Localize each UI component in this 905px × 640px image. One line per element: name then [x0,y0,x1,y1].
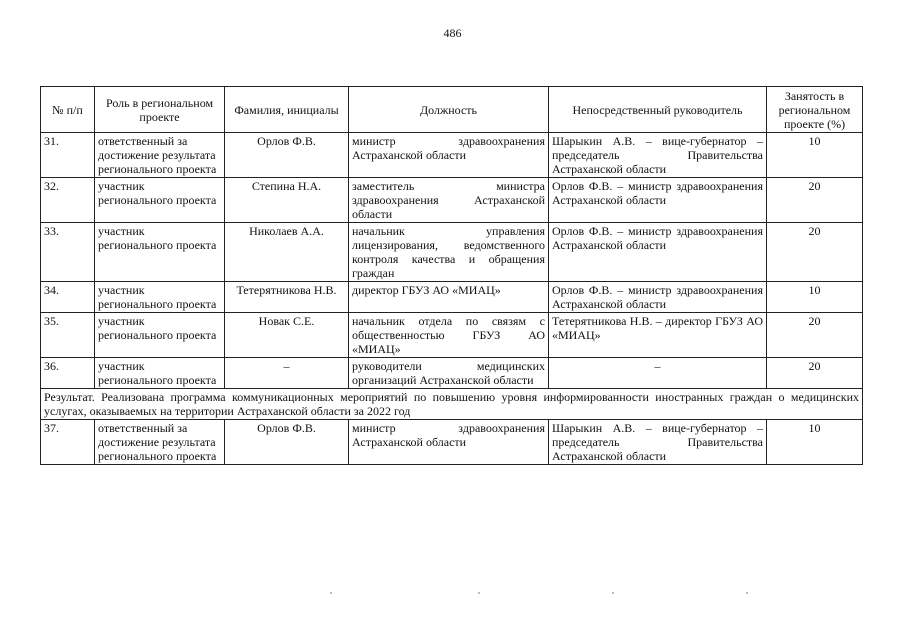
row-position: начальник управления лицензирования, ведомственного контроля качества и обращения граждан [349,223,549,282]
row-role: участник регионального проекта [95,282,225,313]
scan-dot [330,592,332,594]
result-row [41,389,863,420]
header-position: Должность [349,87,549,133]
row-number: 32. [41,178,95,223]
row-name: Новак С.Е. [225,313,349,358]
row-position: министр здравоохранения Астраханской области [349,133,549,178]
row-name: – [225,358,349,389]
row-number: 31. [41,133,95,178]
row-position: начальник отдела по связям с общественностью ГБУЗ АО «МИАЦ» [349,313,549,358]
row-load: 20 [767,358,863,389]
row-load: 20 [767,223,863,282]
row-name: Орлов Ф.В. [225,420,349,465]
row-position: заместитель министра здравоохранения Астраханской области [349,178,549,223]
row-role: участник регионального проекта [95,358,225,389]
table-row [41,358,863,389]
row-name: Тетерятникова Н.В. [225,282,349,313]
row-position: министр здравоохранения Астраханской области [349,420,549,465]
row-position: директор ГБУЗ АО «МИАЦ» [349,282,549,313]
row-number: 36. [41,358,95,389]
row-load: 20 [767,313,863,358]
row-load: 10 [767,282,863,313]
row-load: 20 [767,178,863,223]
scan-dot [478,592,480,594]
row-supervisor: – [549,358,767,389]
row-name: Орлов Ф.В. [225,133,349,178]
header-name: Фамилия, инициалы [225,87,349,133]
row-name: Николаев А.А. [225,223,349,282]
row-number: 37. [41,420,95,465]
row-supervisor: Орлов Ф.В. – министр здравоохранения Астраханской области [549,178,767,223]
row-load: 10 [767,420,863,465]
header-load: Занятость в региональном проекте (%) [767,87,863,133]
project-participants-table [40,86,863,465]
table-row [41,178,863,223]
row-number: 35. [41,313,95,358]
scan-dot [612,592,614,594]
row-supervisor: Тетерятникова Н.В. – директор ГБУЗ АО «МИАЦ» [549,313,767,358]
header-supervisor: Непосредственный руководитель [549,87,767,133]
table-header-row [41,87,863,133]
row-supervisor: Орлов Ф.В. – министр здравоохранения Астраханской области [549,223,767,282]
row-number: 34. [41,282,95,313]
table-row [41,133,863,178]
row-load: 10 [767,133,863,178]
row-role: участник регионального проекта [95,178,225,223]
row-name: Степина Н.А. [225,178,349,223]
row-supervisor: Шарыкин А.В. – вице-губернатор – председатель Правительства Астраханской области [549,133,767,178]
row-number: 33. [41,223,95,282]
table-row [41,313,863,358]
table-row [41,420,863,465]
row-role: участник регионального проекта [95,223,225,282]
row-supervisor: Орлов Ф.В. – министр здравоохранения Астраханской области [549,282,767,313]
row-position: руководители медицинских организаций Астраханской области [349,358,549,389]
result-text: Результат. Реализована программа коммуникационных мероприятий по повышению уровня информированности иностранных граждан о медицинских услугах, оказываемых на территории Астраханской области за 2022 год [41,389,863,420]
row-role: ответственный за достижение результата регионального проекта [95,420,225,465]
header-role: Роль в региональном проекте [95,87,225,133]
row-role: ответственный за достижение результата регионального проекта [95,133,225,178]
scan-artifact-dots [0,592,905,596]
scan-dot [746,592,748,594]
row-supervisor: Шарыкин А.В. – вице-губернатор – председатель Правительства Астраханской области [549,420,767,465]
table-row [41,282,863,313]
header-no: № п/п [41,87,95,133]
row-role: участник регионального проекта [95,313,225,358]
page-number: 486 [443,26,462,40]
table-row [41,223,863,282]
